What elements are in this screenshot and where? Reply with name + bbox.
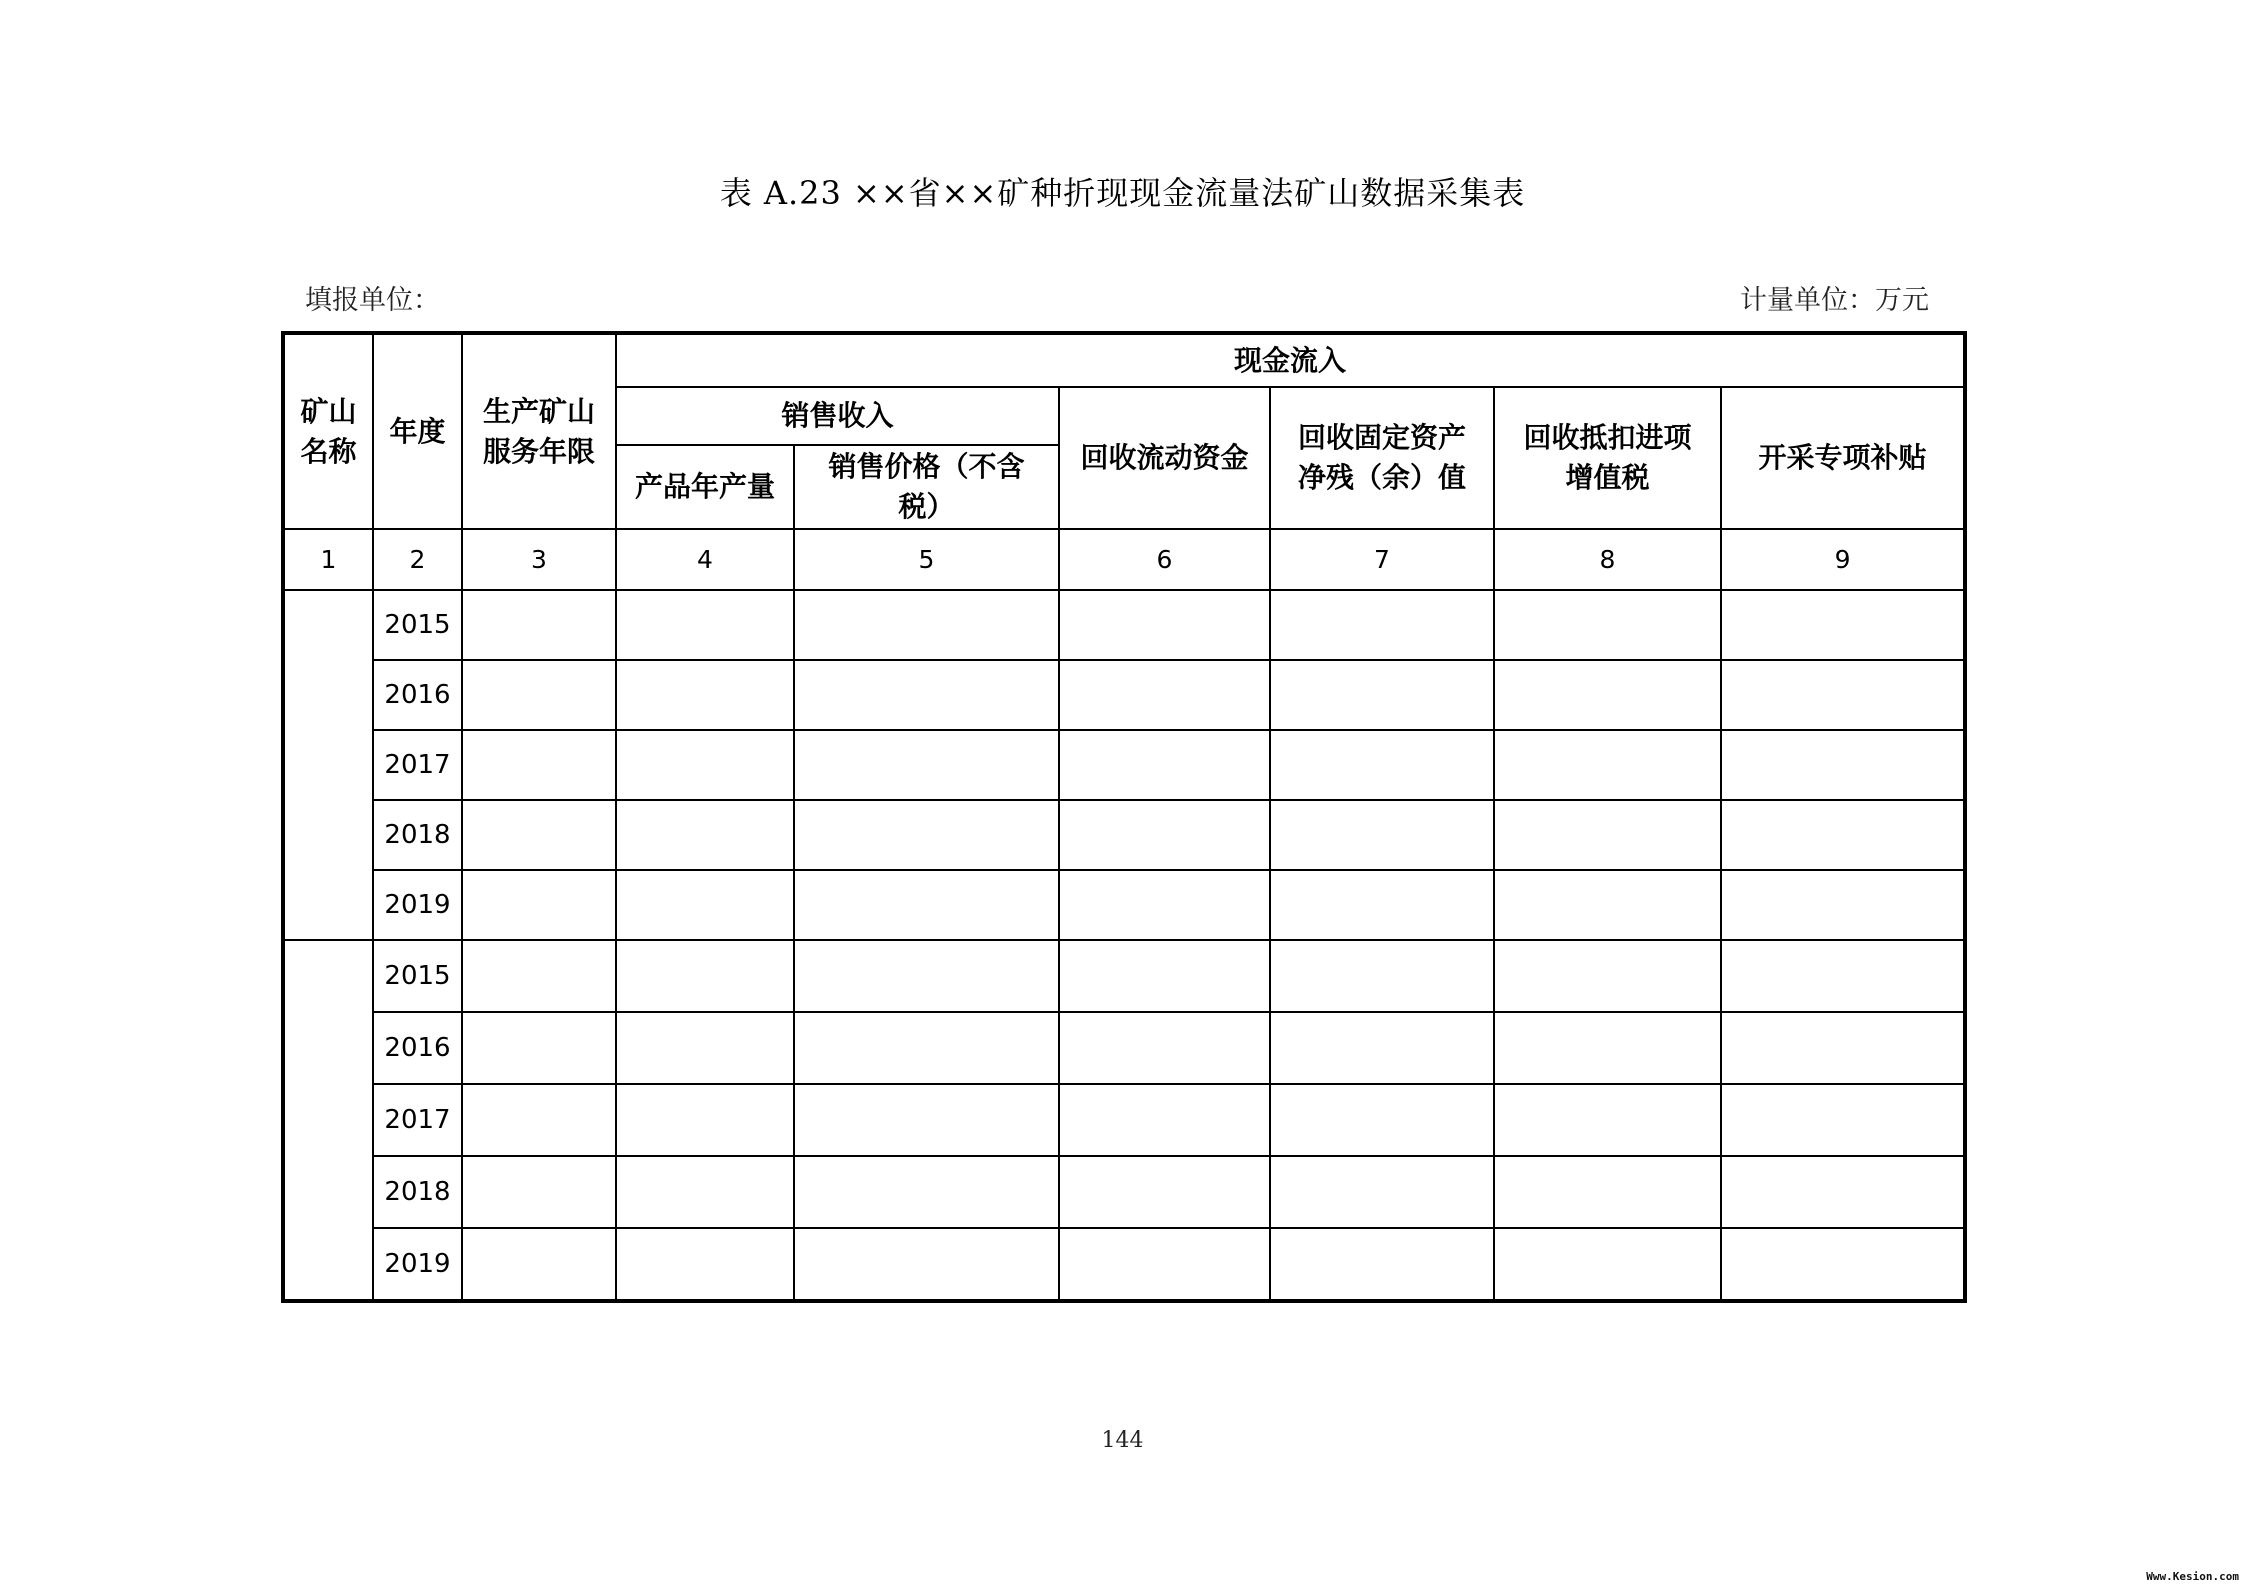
data-cell[interactable]	[794, 800, 1059, 870]
data-cell[interactable]	[1059, 660, 1270, 730]
column-number: 2	[373, 529, 462, 590]
data-cell[interactable]	[462, 730, 616, 800]
year-cell: 2018	[373, 800, 462, 870]
data-cell[interactable]	[1721, 590, 1965, 660]
data-cell[interactable]	[462, 1012, 616, 1084]
table-row	[283, 1228, 1965, 1301]
table-row	[283, 1156, 1965, 1228]
fill-unit-label: 填报单位：	[305, 285, 440, 316]
data-cell[interactable]	[462, 1156, 616, 1228]
header-sales-price-text: 销售价格（不含 税）	[828, 450, 1025, 523]
header-vat-deduction	[1494, 387, 1721, 529]
column-number: 9	[1721, 529, 1965, 590]
data-cell[interactable]	[1270, 1012, 1494, 1084]
data-cell[interactable]	[462, 590, 616, 660]
data-cell[interactable]	[1059, 940, 1270, 1012]
data-collection-table	[281, 331, 1967, 1303]
page-number: 144	[1101, 1428, 1144, 1453]
data-cell[interactable]	[462, 1228, 616, 1301]
table-row	[283, 1084, 1965, 1156]
header-cash-inflow-text: 现金流入	[1234, 343, 1347, 377]
data-cell[interactable]	[794, 1156, 1059, 1228]
header-working-capital-text: 回收流动资金	[1080, 441, 1249, 474]
data-cell[interactable]	[616, 870, 794, 940]
data-cell[interactable]	[616, 590, 794, 660]
year-cell: 2017	[373, 1084, 462, 1156]
header-sales-revenue	[616, 387, 1059, 445]
column-number-row	[283, 529, 1965, 590]
header-service-life-text: 生产矿山 服务年限	[482, 394, 595, 468]
data-cell[interactable]	[1721, 1084, 1965, 1156]
data-cell[interactable]	[1059, 1012, 1270, 1084]
data-cell[interactable]	[1494, 1012, 1721, 1084]
header-mining-subsidy-text: 开采专项补贴	[1758, 441, 1927, 474]
column-number: 1	[283, 529, 373, 590]
data-cell[interactable]	[794, 1012, 1059, 1084]
data-cell[interactable]	[1721, 800, 1965, 870]
column-number: 6	[1059, 529, 1270, 590]
data-cell[interactable]	[1059, 730, 1270, 800]
data-cell[interactable]	[1270, 1156, 1494, 1228]
data-cell[interactable]	[1494, 870, 1721, 940]
table-title: 表 A.23 ××省××矿种折现现金流量法矿山数据采集表	[719, 174, 1526, 212]
data-cell[interactable]	[1270, 870, 1494, 940]
header-cash-inflow	[616, 333, 1965, 387]
data-cell[interactable]	[616, 800, 794, 870]
data-cell[interactable]	[1059, 800, 1270, 870]
header-mine-name	[283, 333, 373, 529]
data-cell[interactable]	[1494, 940, 1721, 1012]
data-cell[interactable]	[616, 940, 794, 1012]
year-cell: 2019	[373, 870, 462, 940]
data-cell[interactable]	[1494, 1228, 1721, 1301]
data-cell[interactable]	[1721, 940, 1965, 1012]
data-cell[interactable]	[1721, 1012, 1965, 1084]
data-cell[interactable]	[462, 660, 616, 730]
data-cell[interactable]	[1721, 1156, 1965, 1228]
data-cell[interactable]	[1494, 800, 1721, 870]
data-cell[interactable]	[1721, 870, 1965, 940]
mine-name-cell[interactable]	[283, 940, 373, 1301]
table-row	[283, 730, 1965, 800]
data-cell[interactable]	[462, 870, 616, 940]
data-cell[interactable]	[794, 940, 1059, 1012]
year-cell: 2018	[373, 1156, 462, 1228]
table-row	[283, 1012, 1965, 1084]
year-cell: 2015	[373, 940, 462, 1012]
data-cell[interactable]	[1494, 1156, 1721, 1228]
column-number: 3	[462, 529, 616, 590]
data-cell[interactable]	[1270, 940, 1494, 1012]
header-fixed-asset-residual	[1270, 387, 1494, 529]
column-number: 4	[616, 529, 794, 590]
table-row	[283, 870, 1965, 940]
data-cell[interactable]	[794, 730, 1059, 800]
data-cell[interactable]	[794, 590, 1059, 660]
data-cell[interactable]	[1059, 590, 1270, 660]
year-cell: 2016	[373, 1012, 462, 1084]
data-cell[interactable]	[462, 800, 616, 870]
data-cell[interactable]	[1494, 730, 1721, 800]
data-cell[interactable]	[1721, 730, 1965, 800]
data-cell[interactable]	[1721, 1228, 1965, 1301]
header-mining-subsidy	[1721, 387, 1965, 529]
data-cell[interactable]	[1270, 660, 1494, 730]
data-cell[interactable]	[462, 940, 616, 1012]
year-cell: 2015	[373, 590, 462, 660]
year-cell: 2017	[373, 730, 462, 800]
data-cell[interactable]	[616, 1228, 794, 1301]
mine-name-cell[interactable]	[283, 590, 373, 940]
header-working-capital	[1059, 387, 1270, 529]
data-cell[interactable]	[794, 870, 1059, 940]
data-cell[interactable]	[1059, 870, 1270, 940]
data-cell[interactable]	[794, 1084, 1059, 1156]
data-cell[interactable]	[616, 1084, 794, 1156]
data-cell[interactable]	[1494, 590, 1721, 660]
data-cell[interactable]	[1059, 1084, 1270, 1156]
data-cell[interactable]	[1059, 1228, 1270, 1301]
header-fixed-asset-residual-text: 回收固定资产 净残（余）值	[1297, 421, 1466, 494]
header-sales-revenue-text: 销售收入	[781, 399, 894, 432]
column-number: 8	[1494, 529, 1721, 590]
column-number: 5	[794, 529, 1059, 590]
header-annual-output-text: 产品年产量	[634, 470, 775, 503]
data-cell[interactable]	[1721, 660, 1965, 730]
data-cell[interactable]	[1270, 730, 1494, 800]
data-cell[interactable]	[794, 660, 1059, 730]
table-row	[283, 660, 1965, 730]
header-year-text: 年度	[389, 414, 446, 448]
data-cell[interactable]	[616, 1012, 794, 1084]
data-cell[interactable]	[794, 1228, 1059, 1301]
column-number: 7	[1270, 529, 1494, 590]
data-cell[interactable]	[1059, 1156, 1270, 1228]
data-cell[interactable]	[616, 1156, 794, 1228]
data-cell[interactable]	[1494, 1084, 1721, 1156]
watermark: Www.Kesion.com	[2146, 1570, 2239, 1583]
data-cell[interactable]	[1494, 660, 1721, 730]
measure-unit-label: 计量单位：万元	[1740, 285, 1929, 316]
header-sales-price	[794, 445, 1059, 529]
header-service-life	[462, 333, 616, 529]
data-cell[interactable]	[1270, 1228, 1494, 1301]
data-cell[interactable]	[616, 660, 794, 730]
year-cell: 2019	[373, 1228, 462, 1301]
header-vat-deduction-text: 回收抵扣进项 增值税	[1523, 421, 1692, 494]
table-row	[283, 940, 1965, 1012]
data-cell[interactable]	[462, 1084, 616, 1156]
table-row	[283, 800, 1965, 870]
header-year	[373, 333, 462, 529]
year-cell: 2016	[373, 660, 462, 730]
data-cell[interactable]	[1270, 1084, 1494, 1156]
table-row	[283, 590, 1965, 660]
data-cell[interactable]	[616, 730, 794, 800]
header-annual-output	[616, 445, 794, 529]
data-cell[interactable]	[1270, 800, 1494, 870]
header-mine-name-text: 矿山 名称	[300, 394, 357, 468]
data-cell[interactable]	[1270, 590, 1494, 660]
